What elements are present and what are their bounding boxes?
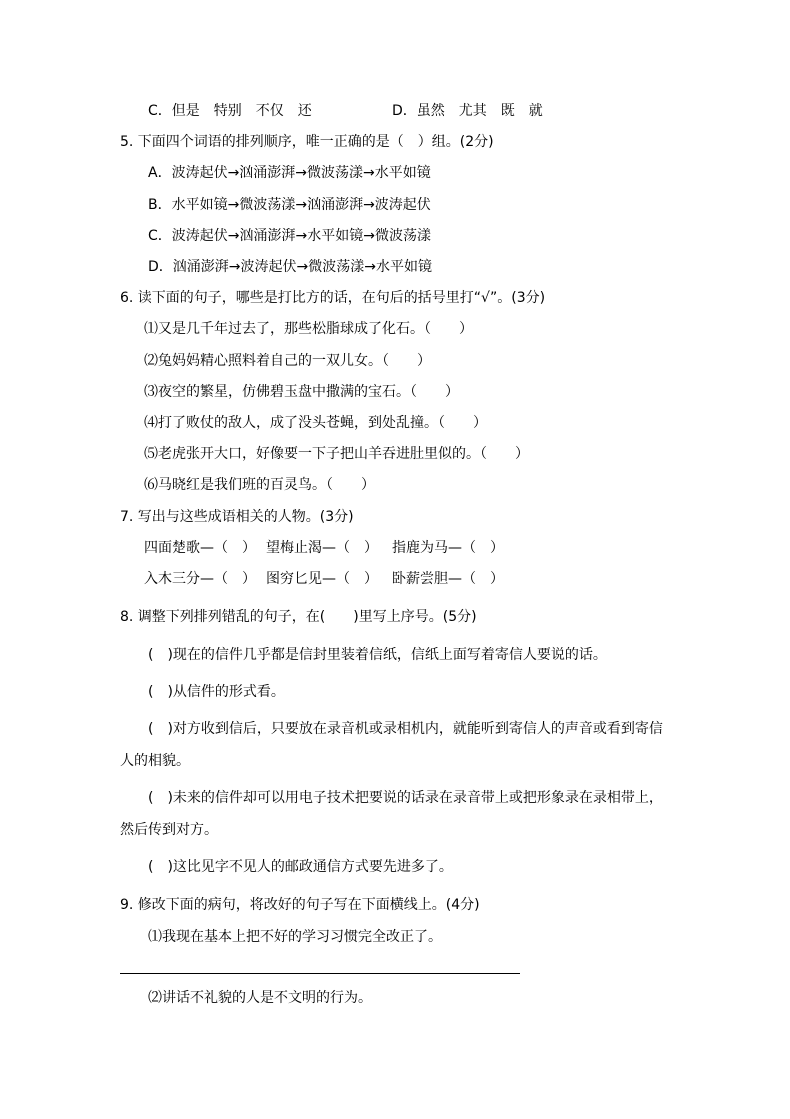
- q5-stem: 5. 下面四个词语的排列顺序，唯一正确的是（ ）组。(2分): [120, 134, 494, 150]
- q7-idiom: 望梅止渴—（ ）: [266, 540, 378, 556]
- q7-idiom: 图穷匕见—（ ）: [266, 571, 378, 587]
- q8-sentence-3-cont: 人的相貌。: [120, 753, 190, 769]
- q9-item-1: ⑴我现在基本上把不好的学习习惯完全改正了。: [148, 929, 442, 945]
- q7-idiom: 指鹿为马—（ ）: [392, 540, 504, 556]
- q8-stem: 8. 调整下列排列错乱的句子，在( )里写上序号。(5分): [120, 609, 477, 625]
- q8-sentence-3: ( )对方收到信后，只要放在录音机或录相机内，就能听到寄信人的声音或看到寄信: [148, 721, 663, 737]
- q7-stem: 7. 写出与这些成语相关的人物。(3分): [120, 509, 354, 525]
- q6-item-2: ⑵兔妈妈精心照料着自己的一双儿女。（ ）: [144, 353, 431, 369]
- q7-idiom: 入木三分—（ ）: [144, 571, 256, 587]
- q6-item-1: ⑴又是几千年过去了，那些松脂球成了化石。（ ）: [144, 321, 473, 337]
- q8-sentence-5: ( )这比见字不见人的邮政通信方式要先进多了。: [148, 859, 453, 875]
- q8-sentence-4-cont: 然后传到对方。: [120, 822, 218, 838]
- q5-option-b: B．水平如镜→微波荡漾→汹涌澎湃→波涛起伏: [148, 197, 431, 213]
- q8-sentence-1: ( )现在的信件几乎都是信封里装着信纸，信纸上面写着寄信人要说的话。: [148, 647, 607, 663]
- answer-line[interactable]: [120, 973, 520, 974]
- q6-stem: 6. 读下面的句子，哪些是打比方的话，在句后的括号里打“√”。(3分): [120, 290, 546, 306]
- q6-item-4: ⑷打了败仗的敌人，成了没头苍蝇，到处乱撞。（ ）: [144, 415, 487, 431]
- q5-option-c: C．波涛起伏→汹涌澎湃→水平如镜→微波荡漾: [148, 228, 431, 244]
- q8-sentence-2: ( )从信件的形式看。: [148, 684, 285, 700]
- q6-item-3: ⑶夜空的繁星，仿佛碧玉盘中撒满的宝石。（ ）: [144, 384, 459, 400]
- q9-item-2: ⑵讲话不礼貌的人是不文明的行为。: [148, 990, 372, 1006]
- q4-option-c: C．但是 特别 不仅 还: [148, 103, 312, 119]
- q6-item-5: ⑸老虎张开大口，好像要一下子把山羊吞进肚里似的。（ ）: [144, 446, 529, 462]
- q5-option-d: D．汹涌澎湃→波涛起伏→微波荡漾→水平如镜: [148, 259, 432, 275]
- q7-idiom: 四面楚歌—（ ）: [144, 540, 256, 556]
- q7-idiom: 卧薪尝胆—（ ）: [392, 571, 504, 587]
- q6-item-6: ⑹马晓红是我们班的百灵鸟。（ ）: [144, 477, 375, 493]
- q5-option-a: A．波涛起伏→汹涌澎湃→微波荡漾→水平如镜: [148, 165, 431, 181]
- q8-sentence-4: ( )未来的信件却可以用电子技术把要说的话录在录音带上或把形象录在录相带上，: [148, 790, 663, 806]
- q4-option-d: D．虽然 尤其 既 就: [392, 103, 543, 119]
- q9-stem: 9. 修改下面的病句，将改好的句子写在下面横线上。(4分): [120, 897, 480, 913]
